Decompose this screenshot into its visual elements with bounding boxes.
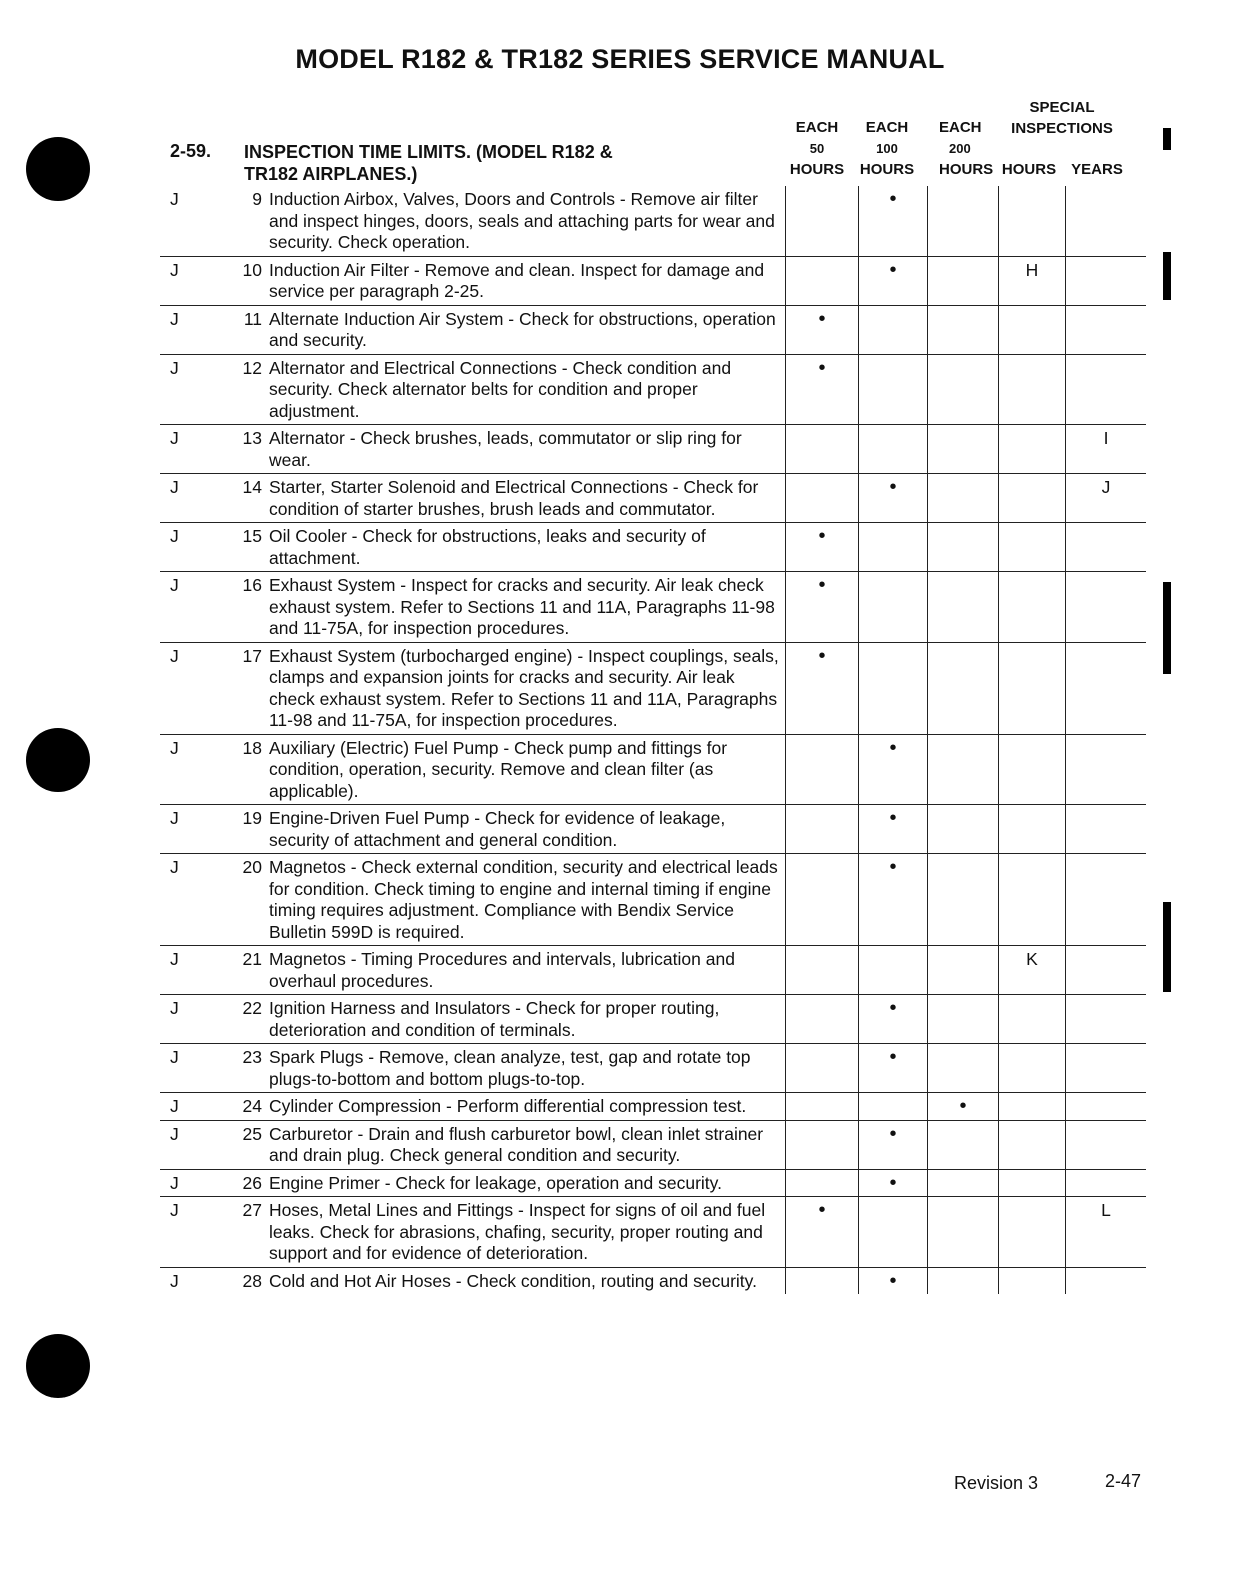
table-row xyxy=(160,995,1146,1044)
interval-cell-c50 xyxy=(786,186,859,256)
bullet-mark: • xyxy=(818,356,826,379)
row-code: J xyxy=(170,189,179,209)
row-description: Exhaust System - Inspect for cracks and security. Air leak check exhaust system. Refer to Sections 11 and 11A, Paragraphs 11-98 and 11-75A, for inspection procedures. xyxy=(269,575,775,638)
row-code: J xyxy=(170,428,179,448)
col-header-text: 200 xyxy=(949,141,971,156)
row-description: Cylinder Compression - Perform differential compression test. xyxy=(269,1096,747,1116)
row-number: 28 xyxy=(242,1270,262,1291)
table-row xyxy=(160,186,1146,256)
interval-cell-c50 xyxy=(786,1267,859,1294)
interval-cell-c100 xyxy=(859,1267,928,1294)
interval-cell-years xyxy=(1066,523,1147,572)
interval-cell-years xyxy=(1066,1120,1147,1169)
interval-cell-years xyxy=(1066,186,1147,256)
table-row xyxy=(160,1267,1146,1294)
interval-cell-c200 xyxy=(928,805,999,854)
interval-cell-c200 xyxy=(928,995,999,1044)
table-row xyxy=(160,474,1146,523)
row-description: Exhaust System (turbocharged engine) - Inspect couplings, seals, clamps and expansion joints for cracks and security. Air leak check exhaust system. Refer to Sections 11 and 11A, Paragraphs 11-98 and 11-75A, for inspection procedures. xyxy=(269,645,779,730)
row-code: J xyxy=(170,1047,179,1067)
table-row xyxy=(160,1044,1146,1093)
col-header-50-hours xyxy=(786,117,848,180)
interval-cell-hours xyxy=(999,425,1066,474)
row-code: J xyxy=(170,575,179,595)
interval-cell-years xyxy=(1066,642,1147,734)
bullet-mark: • xyxy=(889,1046,897,1068)
col-header-text: HOURS xyxy=(939,161,994,178)
bullet-mark: • xyxy=(889,1171,897,1194)
bullet-mark: • xyxy=(818,307,826,330)
page-number: 2-47 xyxy=(1105,1471,1142,1491)
row-code: J xyxy=(170,477,179,497)
interval-cell-c50 xyxy=(786,1169,859,1197)
section-title-line: INSPECTION TIME LIMITS. (MODEL R182 & xyxy=(244,142,613,162)
row-description: Carburetor - Drain and flush carburetor bowl, clean inlet strainer and drain plug. Check general condition and security. xyxy=(269,1123,764,1165)
col-header-text: INSPECTIONS xyxy=(1011,120,1113,137)
row-number: 10 xyxy=(242,259,262,280)
interval-cell-c50 xyxy=(786,425,859,474)
row-code: J xyxy=(170,998,179,1018)
col-header-years: YEARS xyxy=(1071,161,1123,178)
section-title xyxy=(244,141,764,185)
interval-cell-hours xyxy=(999,305,1066,354)
bullet-mark: • xyxy=(889,997,897,1019)
interval-cell-years xyxy=(1066,425,1147,474)
interval-cell-years xyxy=(1066,734,1147,805)
interval-cell-hours xyxy=(999,1093,1066,1121)
interval-cell-c50 xyxy=(786,995,859,1044)
interval-cell-years xyxy=(1066,995,1147,1044)
row-code: J xyxy=(170,1123,179,1144)
table-row xyxy=(160,256,1146,305)
bullet-mark: • xyxy=(818,644,826,667)
row-description: Alternator - Check brushes, leads, commutator or slip ring for wear. xyxy=(269,428,742,470)
interval-cell-c100 xyxy=(859,1120,928,1169)
change-bar xyxy=(1163,128,1171,150)
row-number: 18 xyxy=(242,737,262,758)
table-row xyxy=(160,1093,1146,1121)
col-header-200-hours xyxy=(933,117,1001,180)
interval-cell-c100 xyxy=(859,1197,928,1268)
table-row xyxy=(160,305,1146,354)
interval-cell-hours xyxy=(999,1267,1066,1294)
interval-cell-c100 xyxy=(859,523,928,572)
table-row xyxy=(160,572,1146,643)
bullet-mark: • xyxy=(889,1269,897,1292)
interval-cell-c200 xyxy=(928,1120,999,1169)
row-description: Engine Primer - Check for leakage, operation and security. xyxy=(269,1172,722,1193)
interval-cell-c50 xyxy=(786,1044,859,1093)
interval-cell-c50 xyxy=(786,354,859,425)
col-header-100-hours xyxy=(856,117,918,180)
interval-cell-c50 xyxy=(786,523,859,572)
col-header-text: SPECIAL xyxy=(1029,99,1095,116)
row-number: 21 xyxy=(242,949,262,969)
page-title: MODEL R182 & TR182 SERIES SERVICE MANUAL xyxy=(295,44,945,74)
interval-cell-c200 xyxy=(928,523,999,572)
row-description: Magnetos - Check external condition, security and electrical leads for condition. Check timing to engine and internal timing if engine timing requires adjustment. Compliance with Bendix Service Bulletin 599D is required. xyxy=(269,857,778,942)
interval-cell-c100 xyxy=(859,425,928,474)
interval-cell-hours xyxy=(999,256,1066,305)
table-row xyxy=(160,854,1146,946)
interval-mark: L xyxy=(1101,1200,1111,1220)
table-row xyxy=(160,1197,1146,1268)
interval-cell-c100 xyxy=(859,805,928,854)
interval-cell-c200 xyxy=(928,354,999,425)
interval-cell-c200 xyxy=(928,642,999,734)
row-number: 11 xyxy=(243,308,262,329)
binder-hole-top xyxy=(26,137,90,201)
row-code: J xyxy=(170,259,179,280)
interval-cell-c50 xyxy=(786,305,859,354)
row-number: 13 xyxy=(242,428,262,448)
interval-cell-c100 xyxy=(859,1093,928,1121)
row-description: Induction Airbox, Valves, Doors and Controls - Remove air filter and inspect hinges, doors, seals and attaching parts for wear and security. Check operation. xyxy=(269,189,775,252)
interval-cell-hours xyxy=(999,642,1066,734)
interval-mark: K xyxy=(1026,949,1038,969)
interval-cell-hours xyxy=(999,1120,1066,1169)
interval-cell-c50 xyxy=(786,642,859,734)
row-number: 23 xyxy=(242,1047,262,1067)
interval-cell-c100 xyxy=(859,186,928,256)
row-description: Spark Plugs - Remove, clean analyze, test, gap and rotate top plugs-to-bottom and bottom plugs-to-top. xyxy=(269,1047,751,1089)
interval-cell-c200 xyxy=(928,186,999,256)
interval-cell-hours xyxy=(999,995,1066,1044)
interval-cell-c50 xyxy=(786,256,859,305)
interval-cell-years xyxy=(1066,1197,1147,1268)
row-number: 14 xyxy=(242,477,262,497)
interval-cell-hours xyxy=(999,523,1066,572)
inspection-table xyxy=(160,186,1146,1294)
row-number: 22 xyxy=(242,998,262,1018)
row-number: 15 xyxy=(242,526,262,546)
interval-cell-c100 xyxy=(859,854,928,946)
interval-cell-hours xyxy=(999,1044,1066,1093)
col-header-text: HOURS xyxy=(859,161,915,178)
section-title-line: TR182 AIRPLANES.) xyxy=(244,164,418,184)
interval-cell-hours xyxy=(999,354,1066,425)
row-number: 27 xyxy=(242,1200,262,1220)
row-number: 9 xyxy=(252,189,262,209)
table-row xyxy=(160,523,1146,572)
interval-cell-c200 xyxy=(928,1169,999,1197)
bullet-mark: • xyxy=(959,1095,967,1117)
interval-mark: H xyxy=(1025,259,1039,280)
row-description: Engine-Driven Fuel Pump - Check for evidence of leakage, security of attachment and general condition. xyxy=(269,808,726,850)
table-row xyxy=(160,1169,1146,1197)
interval-cell-c200 xyxy=(928,1093,999,1121)
interval-cell-c200 xyxy=(928,572,999,643)
row-description: Alternate Induction Air System - Check for obstructions, operation and security. xyxy=(269,308,776,350)
interval-cell-c200 xyxy=(928,1267,999,1294)
row-number: 24 xyxy=(242,1096,262,1116)
interval-cell-years xyxy=(1066,1267,1147,1294)
row-code: J xyxy=(170,1172,179,1193)
row-code: J xyxy=(170,857,179,877)
interval-cell-c50 xyxy=(786,1120,859,1169)
bullet-mark: • xyxy=(818,574,826,596)
interval-cell-c50 xyxy=(786,946,859,995)
interval-cell-years xyxy=(1066,572,1147,643)
row-code: J xyxy=(170,1200,179,1220)
interval-cell-c50 xyxy=(786,805,859,854)
interval-cell-years xyxy=(1066,854,1147,946)
bullet-mark: • xyxy=(818,525,826,547)
interval-cell-c50 xyxy=(786,854,859,946)
interval-cell-c50 xyxy=(786,1197,859,1268)
change-bar xyxy=(1163,902,1171,992)
interval-mark: I xyxy=(1103,428,1109,448)
row-code: J xyxy=(170,737,179,758)
bullet-mark: • xyxy=(889,258,897,281)
interval-cell-years xyxy=(1066,305,1147,354)
interval-cell-c200 xyxy=(928,854,999,946)
interval-cell-c200 xyxy=(928,256,999,305)
row-number: 16 xyxy=(242,575,262,595)
interval-cell-c100 xyxy=(859,1044,928,1093)
row-number: 19 xyxy=(242,808,262,828)
table-row xyxy=(160,946,1146,995)
interval-mark: J xyxy=(1101,477,1111,497)
bullet-mark: • xyxy=(889,736,897,759)
interval-cell-years xyxy=(1066,1093,1147,1121)
bullet-mark: • xyxy=(889,476,897,498)
row-description: Alternator and Electrical Connections - Check condition and security. Check alternator belts for condition and proper adjustment. xyxy=(269,357,732,421)
interval-cell-c100 xyxy=(859,995,928,1044)
interval-cell-years xyxy=(1066,354,1147,425)
interval-cell-c200 xyxy=(928,474,999,523)
col-header-text: EACH xyxy=(939,119,982,136)
interval-cell-c100 xyxy=(859,642,928,734)
interval-cell-c50 xyxy=(786,734,859,805)
interval-cell-c100 xyxy=(859,734,928,805)
row-code: J xyxy=(170,357,179,378)
interval-cell-c100 xyxy=(859,305,928,354)
interval-cell-c100 xyxy=(859,256,928,305)
change-bar xyxy=(1163,582,1171,674)
row-number: 25 xyxy=(242,1123,262,1144)
interval-cell-c50 xyxy=(786,1093,859,1121)
interval-cell-years xyxy=(1066,946,1147,995)
col-header-text: EACH xyxy=(795,119,839,136)
interval-cell-c100 xyxy=(859,354,928,425)
row-description: Starter, Starter Solenoid and Electrical Connections - Check for condition of starter brushes, brush leads and commutator. xyxy=(269,477,759,519)
interval-cell-hours xyxy=(999,186,1066,256)
row-number: 26 xyxy=(242,1172,262,1193)
interval-cell-c100 xyxy=(859,1169,928,1197)
table-row xyxy=(160,425,1146,474)
bullet-mark: • xyxy=(889,188,897,210)
col-header-text: 100 xyxy=(876,141,898,156)
change-bar xyxy=(1163,252,1171,300)
interval-cell-years xyxy=(1066,256,1147,305)
interval-cell-c50 xyxy=(786,474,859,523)
interval-cell-hours xyxy=(999,805,1066,854)
row-description: Induction Air Filter - Remove and clean. Inspect for damage and service per paragraph 2-25. xyxy=(269,259,765,301)
interval-cell-years xyxy=(1066,1044,1147,1093)
interval-cell-c200 xyxy=(928,734,999,805)
bullet-mark: • xyxy=(889,856,897,878)
interval-cell-hours xyxy=(999,572,1066,643)
binder-hole-bottom xyxy=(26,1334,90,1398)
table-row xyxy=(160,354,1146,425)
interval-cell-c100 xyxy=(859,474,928,523)
row-code: J xyxy=(170,308,179,329)
interval-cell-years xyxy=(1066,474,1147,523)
interval-cell-c200 xyxy=(928,1197,999,1268)
row-description: Oil Cooler - Check for obstructions, leaks and security of attachment. xyxy=(269,526,706,568)
table-row xyxy=(160,734,1146,805)
row-code: J xyxy=(170,645,179,666)
row-code: J xyxy=(170,526,179,546)
interval-cell-hours xyxy=(999,474,1066,523)
row-number: 12 xyxy=(242,357,262,378)
row-code: J xyxy=(170,949,179,969)
interval-cell-c100 xyxy=(859,946,928,995)
section-number: 2-59. xyxy=(170,141,212,161)
interval-cell-c200 xyxy=(928,305,999,354)
col-header-text: EACH xyxy=(865,119,909,136)
interval-cell-hours xyxy=(999,1197,1066,1268)
col-header-text: HOURS xyxy=(789,161,845,178)
binder-hole-middle xyxy=(26,728,90,792)
row-code: J xyxy=(170,808,179,828)
interval-cell-c50 xyxy=(786,572,859,643)
row-description: Hoses, Metal Lines and Fittings - Inspect for signs of oil and fuel leaks. Check for abrasions, chafing, security, proper routing and support and for evidence of deterioration. xyxy=(269,1200,766,1263)
interval-cell-hours xyxy=(999,1169,1066,1197)
row-description: Ignition Harness and Insulators - Check for proper routing, deterioration and condition of terminals. xyxy=(269,998,720,1040)
row-description: Cold and Hot Air Hoses - Check condition, routing and security. xyxy=(269,1270,757,1291)
row-number: 20 xyxy=(242,857,262,877)
bullet-mark: • xyxy=(818,1199,826,1221)
table-row xyxy=(160,1120,1146,1169)
interval-cell-years xyxy=(1066,1169,1147,1197)
row-description: Auxiliary (Electric) Fuel Pump - Check pump and fittings for condition, operation, security. Remove and clean filter (as applicable). xyxy=(269,737,728,801)
interval-cell-c200 xyxy=(928,1044,999,1093)
table-row xyxy=(160,642,1146,734)
row-code: J xyxy=(170,1270,179,1291)
col-header-text: 50 xyxy=(809,141,825,156)
interval-cell-c200 xyxy=(928,946,999,995)
revision-label: Revision 3 xyxy=(954,1473,1039,1493)
bullet-mark: • xyxy=(889,1122,897,1145)
interval-cell-hours xyxy=(999,854,1066,946)
row-number: 17 xyxy=(242,645,262,666)
interval-cell-c100 xyxy=(859,572,928,643)
bullet-mark: • xyxy=(889,807,897,829)
col-header-special-inspections xyxy=(998,97,1126,139)
interval-cell-years xyxy=(1066,805,1147,854)
row-code: J xyxy=(170,1096,179,1116)
interval-cell-c200 xyxy=(928,425,999,474)
table-row xyxy=(160,805,1146,854)
row-description: Magnetos - Timing Procedures and intervals, lubrication and overhaul procedures. xyxy=(269,949,735,991)
interval-cell-hours xyxy=(999,734,1066,805)
col-header-hours: HOURS xyxy=(1001,161,1057,178)
interval-cell-hours xyxy=(999,946,1066,995)
